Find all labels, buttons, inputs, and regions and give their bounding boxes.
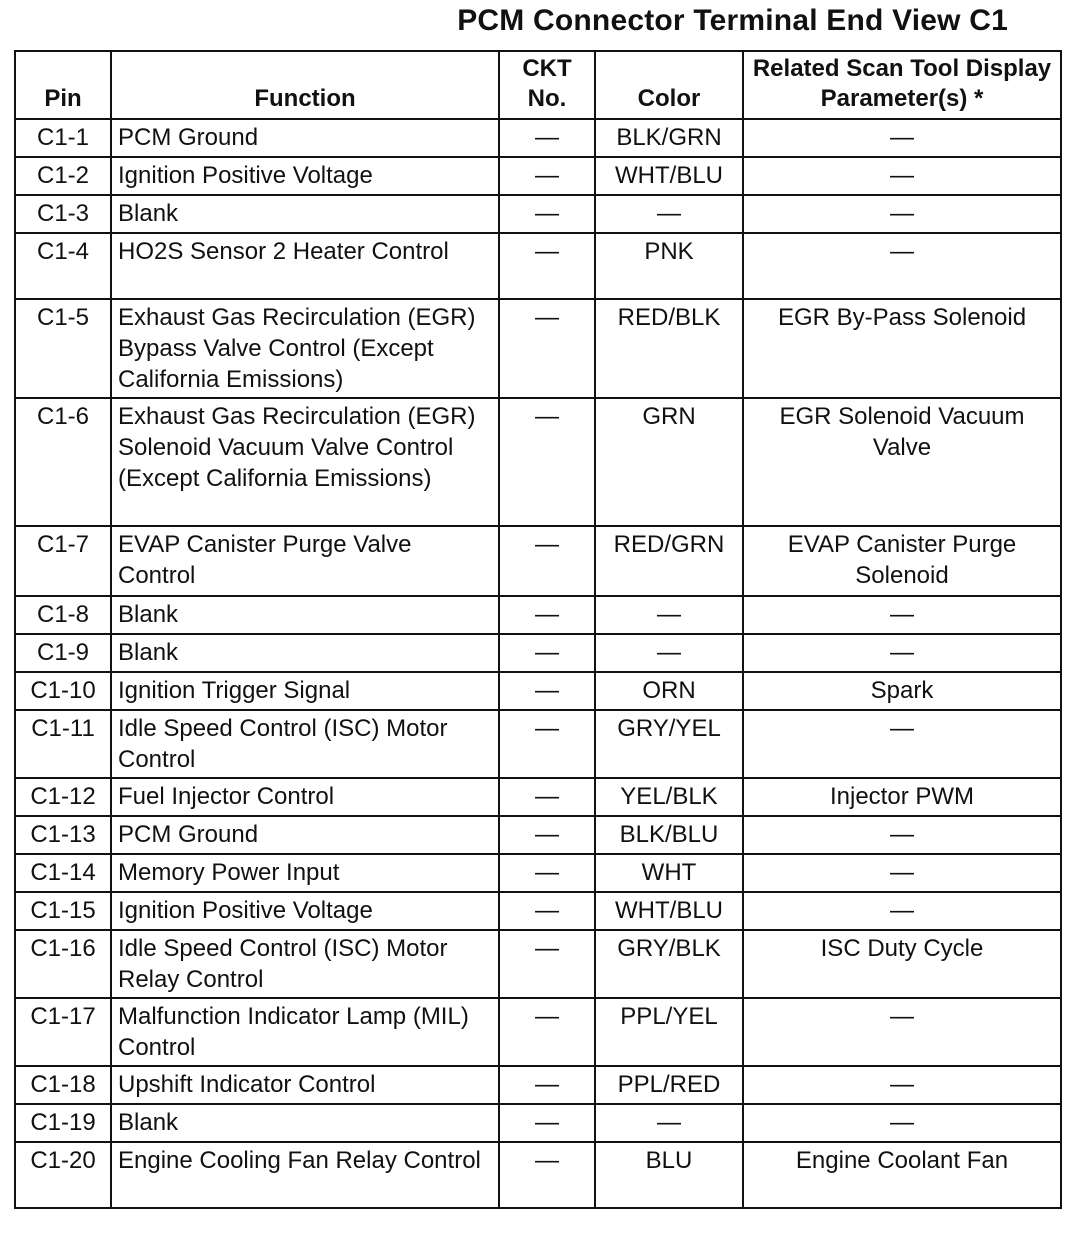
color-cell: PPL/YEL [595,998,743,1066]
pin-cell: C1-3 [15,195,111,233]
color-cell: BLK/GRN [595,119,743,157]
table-row [15,1066,1061,1104]
ckt-cell: — [499,672,595,710]
color-cell: ORN [595,672,743,710]
ckt-cell: — [499,233,595,299]
color-cell: WHT/BLU [595,157,743,195]
header-ckt: CKT No. [499,51,595,119]
scan-parameter-cell: — [743,157,1061,195]
function-cell: Blank [111,1104,499,1142]
table-row [15,816,1061,854]
table-row [15,998,1061,1066]
function-cell: PCM Ground [111,816,499,854]
table-row [15,157,1061,195]
page-title: PCM Connector Terminal End View C1 [457,4,1008,37]
function-cell: Exhaust Gas Recirculation (EGR) Solenoid Vacuum Valve Control (Except California Emissions) [111,398,499,526]
scan-parameter-cell: — [743,233,1061,299]
ckt-cell: — [499,710,595,778]
table-body [15,119,1061,1208]
function-cell: Blank [111,634,499,672]
scan-parameter-cell: — [743,710,1061,778]
table-row [15,299,1061,398]
scan-parameter-cell: — [743,854,1061,892]
pin-cell: C1-19 [15,1104,111,1142]
header-color: Color [595,51,743,119]
ckt-cell: — [499,854,595,892]
ckt-cell: — [499,526,595,596]
pin-cell: C1-1 [15,119,111,157]
scan-parameter-cell: — [743,596,1061,634]
header-row [15,51,1061,119]
ckt-cell: — [499,778,595,816]
pin-cell: C1-15 [15,892,111,930]
pin-cell: C1-20 [15,1142,111,1208]
function-cell: Memory Power Input [111,854,499,892]
pin-cell: C1-10 [15,672,111,710]
color-cell: GRY/YEL [595,710,743,778]
pin-cell: C1-6 [15,398,111,526]
pin-cell: C1-4 [15,233,111,299]
pin-cell: C1-16 [15,930,111,998]
function-cell: PCM Ground [111,119,499,157]
function-cell: Blank [111,596,499,634]
scan-parameter-cell: — [743,1104,1061,1142]
table-row [15,778,1061,816]
scan-parameter-cell: EGR By-Pass Solenoid [743,299,1061,398]
pin-cell: C1-11 [15,710,111,778]
scan-parameter-cell: EGR Solenoid Vacuum Valve [743,398,1061,526]
pin-cell: C1-14 [15,854,111,892]
table-header [15,51,1061,119]
ckt-cell: — [499,119,595,157]
color-cell: WHT [595,854,743,892]
pin-cell: C1-9 [15,634,111,672]
color-cell: — [595,634,743,672]
table-row [15,398,1061,526]
header-function: Function [111,51,499,119]
ckt-cell: — [499,1104,595,1142]
pin-cell: C1-2 [15,157,111,195]
function-cell: Ignition Positive Voltage [111,892,499,930]
scan-parameter-cell: — [743,195,1061,233]
table-row [15,892,1061,930]
function-cell: Exhaust Gas Recirculation (EGR) Bypass Valve Control (Except California Emissions) [111,299,499,398]
pin-cell: C1-18 [15,1066,111,1104]
function-cell: Fuel Injector Control [111,778,499,816]
table-row [15,672,1061,710]
color-cell: WHT/BLU [595,892,743,930]
function-cell: Upshift Indicator Control [111,1066,499,1104]
ckt-cell: — [499,398,595,526]
color-cell: PPL/RED [595,1066,743,1104]
pin-table [14,50,1062,1209]
pin-cell: C1-5 [15,299,111,398]
color-cell: — [595,596,743,634]
color-cell: YEL/BLK [595,778,743,816]
color-cell: GRY/BLK [595,930,743,998]
function-cell: Engine Cooling Fan Relay Control [111,1142,499,1208]
scan-parameter-cell: — [743,892,1061,930]
scan-parameter-cell: Spark [743,672,1061,710]
pin-cell: C1-7 [15,526,111,596]
function-cell: Blank [111,195,499,233]
pin-cell: C1-13 [15,816,111,854]
ckt-cell: — [499,816,595,854]
table-row [15,930,1061,998]
color-cell: PNK [595,233,743,299]
ckt-cell: — [499,299,595,398]
table-row [15,710,1061,778]
ckt-cell: — [499,157,595,195]
ckt-cell: — [499,892,595,930]
table-row [15,1104,1061,1142]
scan-parameter-cell: — [743,119,1061,157]
function-cell: Ignition Positive Voltage [111,157,499,195]
header-scan-parameters: Related Scan Tool Display Parameter(s) * [743,51,1061,119]
function-cell: HO2S Sensor 2 Heater Control [111,233,499,299]
function-cell: Malfunction Indicator Lamp (MIL) Control [111,998,499,1066]
table-row [15,634,1061,672]
table-row [15,596,1061,634]
table-row [15,233,1061,299]
scan-parameter-cell: ISC Duty Cycle [743,930,1061,998]
ckt-cell: — [499,195,595,233]
color-cell: RED/BLK [595,299,743,398]
ckt-cell: — [499,1142,595,1208]
table-row [15,1142,1061,1208]
color-cell: BLK/BLU [595,816,743,854]
scan-parameter-cell: — [743,634,1061,672]
scan-parameter-cell: Injector PWM [743,778,1061,816]
ckt-cell: — [499,1066,595,1104]
scan-parameter-cell: Engine Coolant Fan [743,1142,1061,1208]
color-cell: — [595,1104,743,1142]
ckt-cell: — [499,998,595,1066]
table-row [15,195,1061,233]
scan-parameter-cell: EVAP Canister Purge Solenoid [743,526,1061,596]
pin-cell: C1-17 [15,998,111,1066]
function-cell: Idle Speed Control (ISC) Motor Control [111,710,499,778]
scan-parameter-cell: — [743,816,1061,854]
pin-cell: C1-8 [15,596,111,634]
function-cell: EVAP Canister Purge Valve Control [111,526,499,596]
scan-parameter-cell: — [743,1066,1061,1104]
color-cell: GRN [595,398,743,526]
color-cell: RED/GRN [595,526,743,596]
ckt-cell: — [499,930,595,998]
table-row [15,526,1061,596]
table-row [15,119,1061,157]
table-row [15,854,1061,892]
pin-cell: C1-12 [15,778,111,816]
function-cell: Ignition Trigger Signal [111,672,499,710]
color-cell: — [595,195,743,233]
function-cell: Idle Speed Control (ISC) Motor Relay Control [111,930,499,998]
color-cell: BLU [595,1142,743,1208]
header-pin: Pin [15,51,111,119]
ckt-cell: — [499,634,595,672]
ckt-cell: — [499,596,595,634]
scan-parameter-cell: — [743,998,1061,1066]
